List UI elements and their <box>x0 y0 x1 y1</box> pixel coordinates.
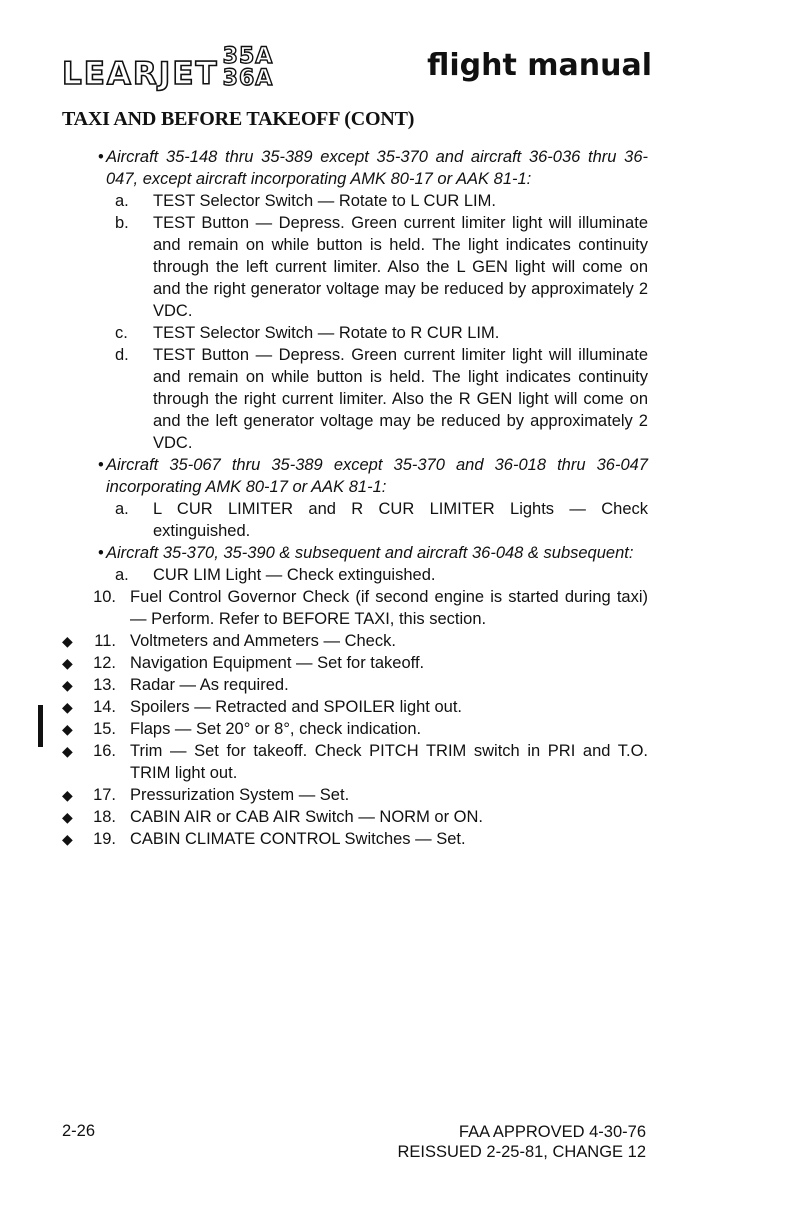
sub-step-text: TEST Selector Switch — Rotate to L CUR LIM. <box>153 192 496 210</box>
checklist-step <box>62 630 648 652</box>
bullet-icon: • <box>98 148 104 166</box>
sub-step-label: a. <box>115 566 129 584</box>
revision-info <box>397 1122 646 1162</box>
checklist-step <box>62 696 648 718</box>
checklist-step <box>62 806 648 828</box>
step-text: Spoilers — Retracted and SPOILER light out. <box>130 698 462 716</box>
page-number: 2-26 <box>62 1122 96 1140</box>
sub-step <box>115 322 648 344</box>
checklist-content <box>62 146 648 850</box>
step-number: 16. <box>93 742 116 760</box>
step-text: Pressurization System — Set. <box>130 786 350 804</box>
sub-step <box>115 498 648 542</box>
sub-step-text: TEST Button — Depress. Green current limiter light will illuminate and remain on while button is held. The light indicates continuity through the left current limiter. Also the L GEN light will come on and the right generator voltage may be reduced by approximately 2 VDC. <box>153 214 648 320</box>
bullet-icon: • <box>98 544 104 562</box>
step-number: 12. <box>93 654 116 672</box>
logo-text: LEARJET <box>62 56 219 92</box>
checklist-step <box>62 586 648 630</box>
checklist-step <box>62 718 648 740</box>
sub-step-text: CUR LIM Light — Check extinguished. <box>153 566 436 584</box>
step-number: 15. <box>93 720 116 738</box>
step-text: Navigation Equipment — Set for takeoff. <box>130 654 425 672</box>
sub-step <box>115 344 648 454</box>
step-text: Fuel Control Governor Check (if second engine is started during taxi) — Perform. Refer to BEFORE TAXI, this section. <box>130 588 648 628</box>
step-number: 14. <box>93 698 116 716</box>
sub-step-label: a. <box>115 500 129 518</box>
step-text: CABIN AIR or CAB AIR Switch — NORM or ON. <box>130 808 483 826</box>
checklist-step <box>62 740 648 784</box>
manual-title: flight manual <box>427 48 652 83</box>
sub-step <box>115 564 648 586</box>
step-number: 13. <box>93 676 116 694</box>
diamond-icon: ◆ <box>62 633 73 649</box>
sub-step-label: c. <box>115 324 128 342</box>
sub-step-text: TEST Button — Depress. Green current limiter light will illuminate and remain on while button is held. The light indicates continuity through the right current limiter. Also the R GEN light will come on and the left generator voltage may be reduced by approximately 2 VDC. <box>153 346 648 452</box>
sub-step-text: TEST Selector Switch — Rotate to R CUR LIM. <box>153 324 500 342</box>
step-text: Voltmeters and Ammeters — Check. <box>130 632 396 650</box>
diamond-icon <box>62 586 76 630</box>
checklist-step <box>62 652 648 674</box>
checklist-step <box>62 784 648 806</box>
page-header <box>62 44 652 114</box>
section-title: TAXI AND BEFORE TAKEOFF (CONT) <box>62 108 415 130</box>
diamond-icon: ◆ <box>62 721 73 737</box>
aircraft-applicability <box>98 454 648 498</box>
step-number: 11. <box>94 632 116 650</box>
step-number: 10. <box>93 588 116 606</box>
step-number: 17. <box>93 786 116 804</box>
logo-model-bottom: 36A <box>222 66 274 91</box>
sub-step <box>115 212 648 322</box>
change-bar <box>38 705 43 747</box>
logo-model-top: 35A <box>222 44 274 69</box>
bullet-icon: • <box>98 456 104 474</box>
step-text: CABIN CLIMATE CONTROL Switches — Set. <box>130 830 466 848</box>
applicability-text: Aircraft 35-067 thru 35-389 except 35-370 and 36-018 thru 36-047 incorporating AMK 80-17 or AAK 81-1: <box>106 456 648 496</box>
diamond-icon: ◆ <box>62 699 73 715</box>
step-number: 18. <box>93 808 116 826</box>
aircraft-applicability <box>98 146 648 190</box>
logo-models <box>223 46 274 90</box>
step-text: Trim — Set for takeoff. Check PITCH TRIM switch in PRI and T.O. TRIM light out. <box>130 742 648 782</box>
diamond-icon: ◆ <box>62 809 73 825</box>
sub-step-label: b. <box>115 214 129 232</box>
diamond-icon: ◆ <box>62 831 73 847</box>
checklist-step <box>62 674 648 696</box>
reissue-info: REISSUED 2-25-81, CHANGE 12 <box>397 1143 646 1161</box>
sub-step-label: a. <box>115 192 129 210</box>
diamond-icon: ◆ <box>62 677 73 693</box>
learjet-logo <box>62 44 273 92</box>
step-number: 19. <box>93 830 116 848</box>
applicability-text: Aircraft 35-148 thru 35-389 except 35-370 and aircraft 36-036 thru 36-047, except aircraft incorporating AMK 80-17 or AAK 81-1: <box>106 148 648 188</box>
diamond-icon: ◆ <box>62 655 73 671</box>
step-text: Flaps — Set 20° or 8°, check indication. <box>130 720 422 738</box>
approval-date: FAA APPROVED 4-30-76 <box>458 1123 646 1141</box>
aircraft-applicability <box>98 542 648 564</box>
applicability-text: Aircraft 35-370, 35-390 & subsequent and aircraft 36-048 & subsequent: <box>106 544 634 562</box>
diamond-icon: ◆ <box>62 787 73 803</box>
diamond-icon: ◆ <box>62 743 73 759</box>
sub-step-label: d. <box>115 346 129 364</box>
checklist-step <box>62 828 648 850</box>
sub-step <box>115 190 648 212</box>
sub-step-text: L CUR LIMITER and R CUR LIMITER Lights — Check extinguished. <box>153 500 648 540</box>
step-text: Radar — As required. <box>130 676 289 694</box>
